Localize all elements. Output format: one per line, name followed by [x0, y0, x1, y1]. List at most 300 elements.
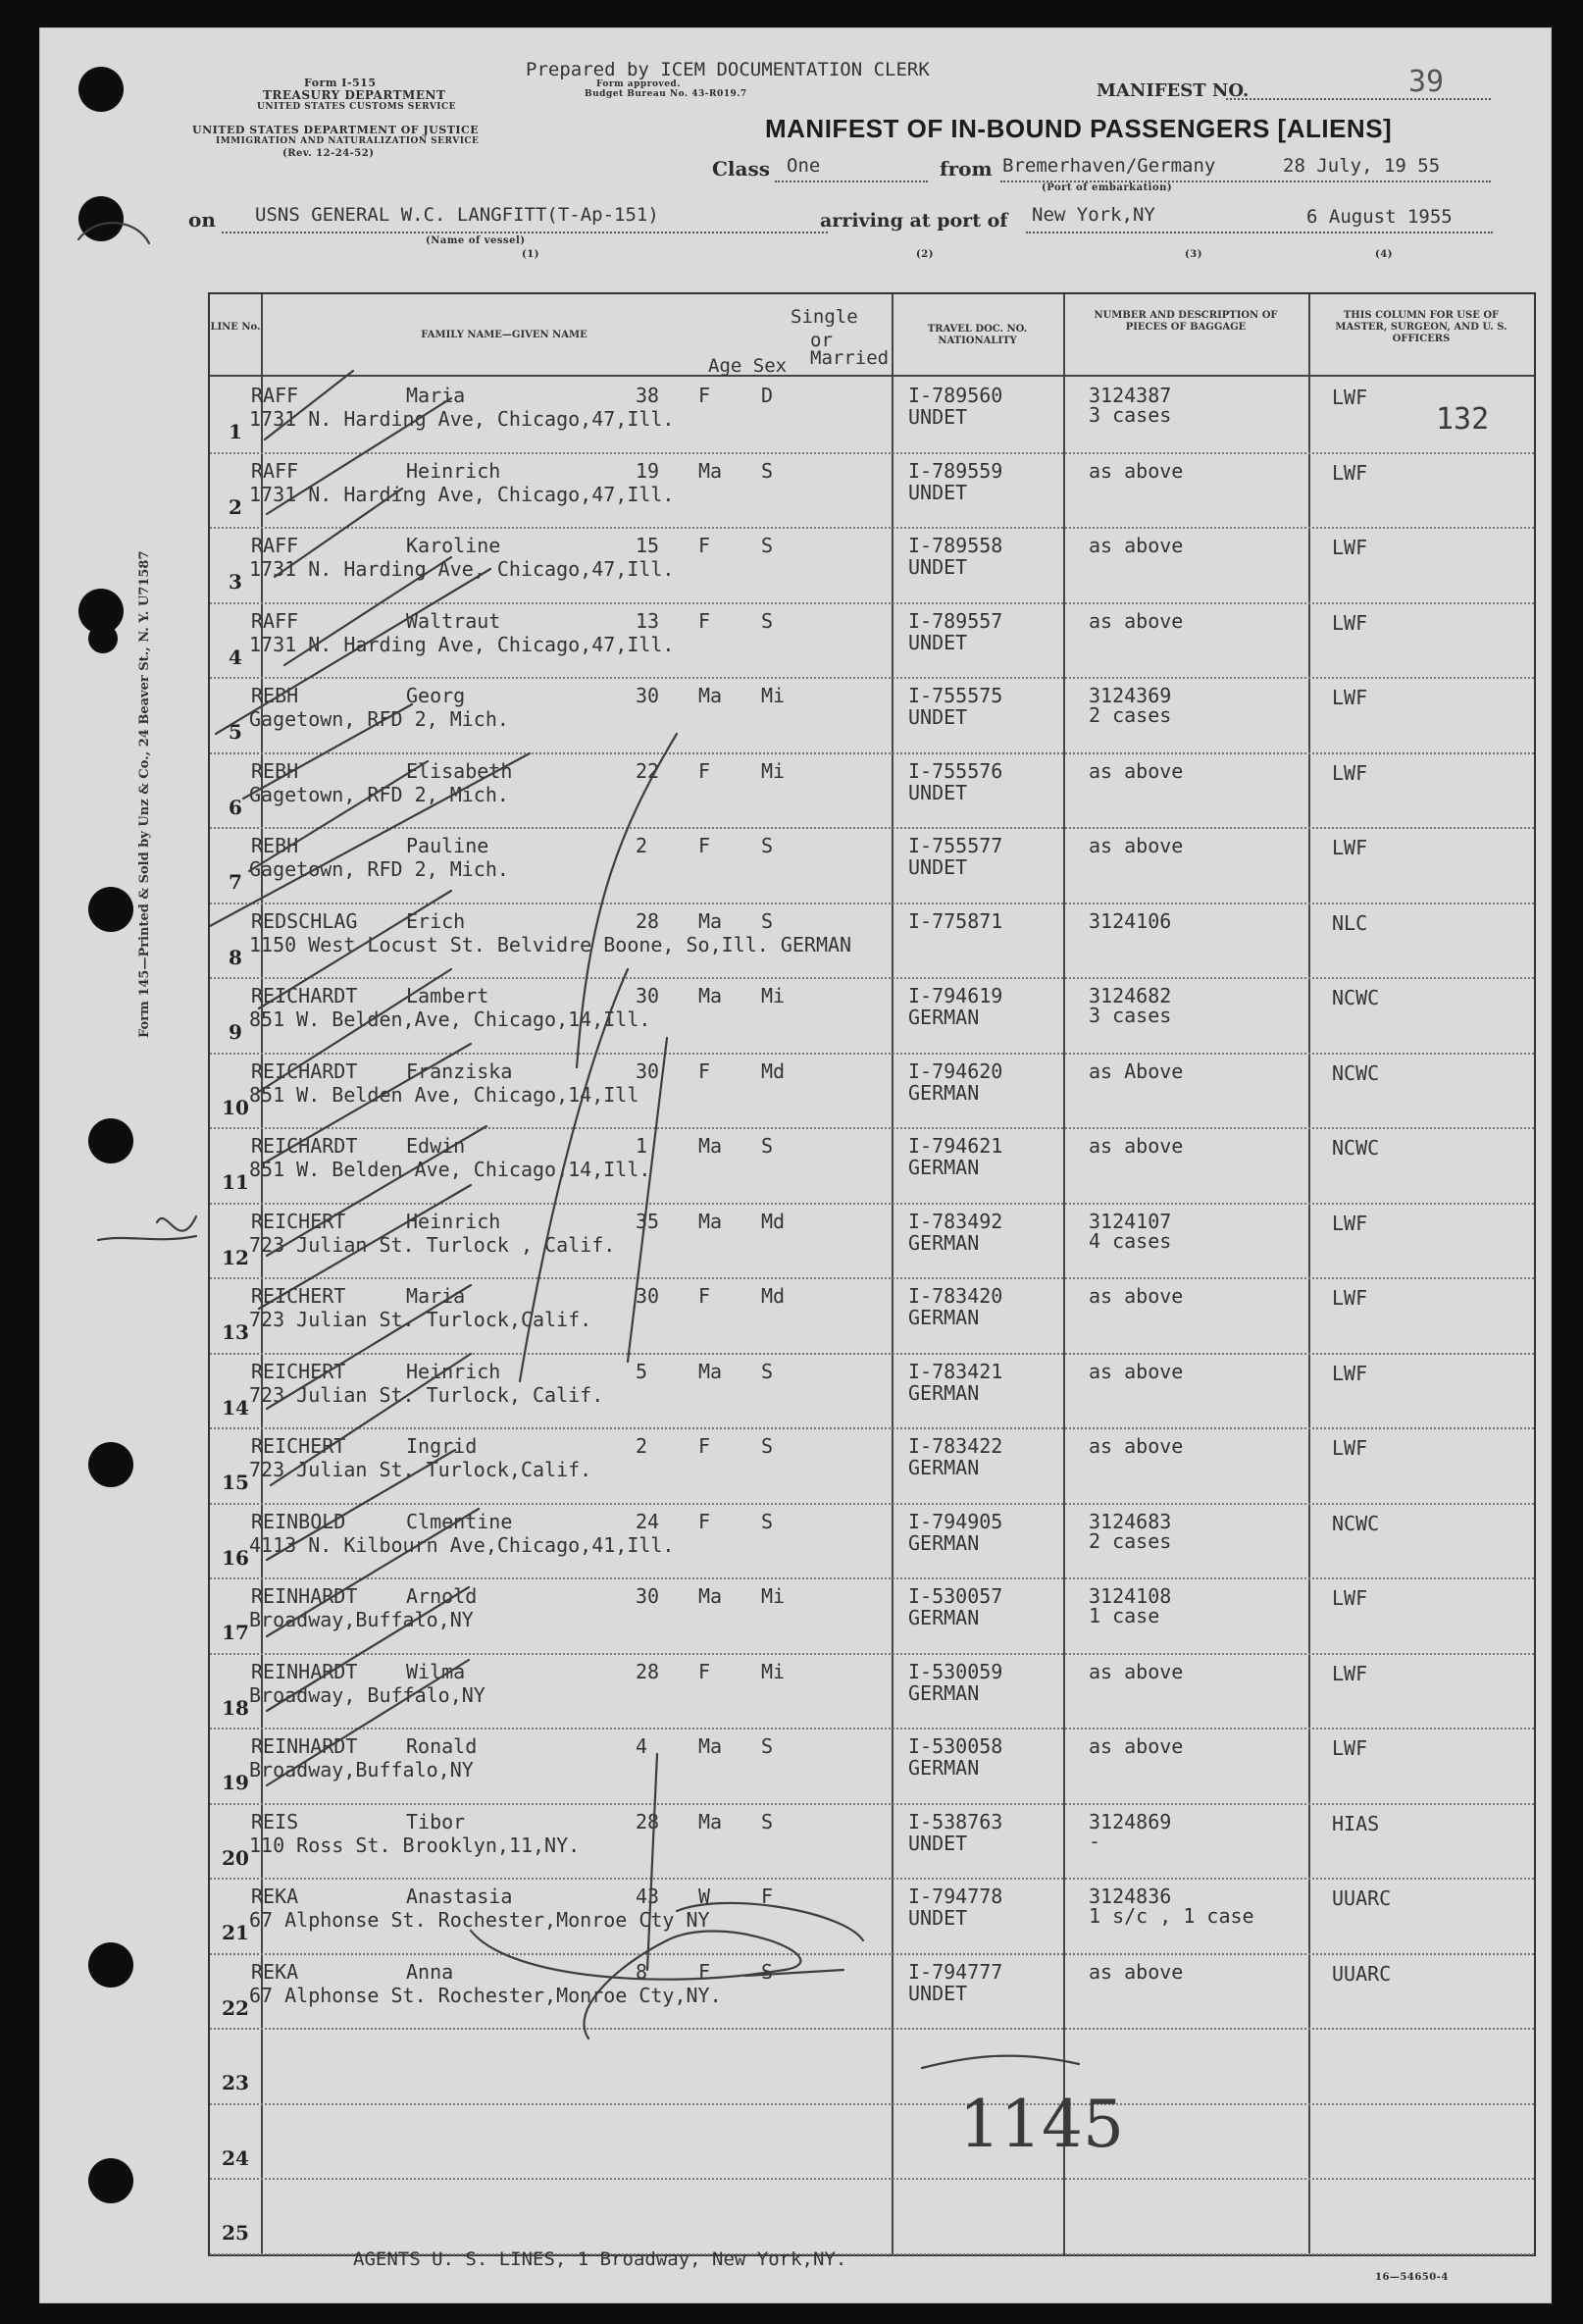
- sex: Ma: [698, 984, 723, 1007]
- officer-code: LWF: [1332, 610, 1368, 635]
- table-row: [210, 1878, 1534, 1953]
- printer-imprint: Form 145—Printed & Sold by Unz & Co., 24 Beaver St., N. Y. U71587: [137, 550, 152, 1038]
- line-number: 20: [222, 1845, 249, 1870]
- address: 1731 N. Harding Ave, Chicago,47,Ill.: [249, 407, 675, 431]
- officer-code: LWF: [1332, 686, 1368, 709]
- binder-hole: [88, 624, 118, 653]
- header-married: Married: [810, 347, 890, 369]
- given-name: Heinrich: [406, 1209, 501, 1233]
- family-name: REIS: [251, 1809, 299, 1833]
- baggage: as above: [1089, 534, 1184, 557]
- sex: F: [698, 608, 711, 633]
- table-row: [210, 452, 1534, 528]
- given-name: Anna: [406, 1959, 454, 1984]
- table-row: [210, 2103, 1534, 2179]
- sex: Ma: [698, 1584, 723, 1608]
- binder-hole: [78, 196, 124, 241]
- address: 723 Julian St. Turlock,Calif.: [249, 1458, 592, 1481]
- given-name: Maria: [406, 1284, 466, 1308]
- arrival-date: 6 August 1955: [1306, 206, 1453, 228]
- travel-doc-no: I-755577: [908, 834, 1003, 857]
- nationality: UNDET: [908, 630, 968, 654]
- baggage: 3124836: [1089, 1885, 1172, 1908]
- line-number: 15: [222, 1471, 249, 1494]
- nationality: UNDET: [908, 1981, 968, 2005]
- table-row: [210, 1653, 1534, 1729]
- given-name: Elisabeth: [406, 758, 513, 783]
- age: 30: [636, 1584, 660, 1608]
- age: 38: [636, 384, 660, 407]
- table-row: [210, 677, 1534, 752]
- table-row: [210, 827, 1534, 903]
- sex: Ma: [698, 1359, 723, 1383]
- marital-status: Mi: [761, 1659, 786, 1683]
- table-row: [210, 602, 1534, 678]
- given-name: Anastasia: [406, 1885, 513, 1908]
- margin-mark: [157, 1216, 196, 1231]
- baggage: 3124682: [1089, 984, 1172, 1007]
- marital-status: S: [761, 1134, 774, 1158]
- marital-status: S: [761, 1734, 774, 1758]
- sex: F: [698, 1059, 711, 1083]
- given-name: Heinrich: [406, 1359, 501, 1383]
- officer-code: LWF: [1332, 760, 1368, 785]
- col-ref-1: (1): [522, 249, 539, 260]
- address: 4113 N. Kilbourn Ave,Chicago,41,Ill.: [249, 1532, 675, 1557]
- officer-code: LWF: [1332, 1436, 1368, 1460]
- family-name: REICHARDT: [251, 1134, 358, 1158]
- address: 723 Julian St. Turlock, Calif.: [249, 1382, 604, 1407]
- baggage: 3124869: [1089, 1809, 1172, 1833]
- header-single: Single: [791, 306, 858, 328]
- marital-status: Mi: [761, 684, 786, 707]
- nationality: GERMAN: [908, 1080, 980, 1105]
- travel-doc-no: I-775871: [908, 908, 1003, 933]
- nationality: GERMAN: [908, 1456, 980, 1479]
- line-number: 13: [222, 1320, 249, 1344]
- baggage: as above: [1089, 1959, 1184, 1984]
- from-label: from: [940, 157, 993, 181]
- officer-code: UUARC: [1332, 1961, 1392, 1986]
- age: 28: [636, 1809, 660, 1833]
- col-ref-4: (4): [1375, 249, 1393, 260]
- family-name: REINBOLD: [251, 1509, 346, 1533]
- line-number: 2: [229, 494, 242, 519]
- table-row: [210, 1203, 1534, 1278]
- family-name: REKA: [251, 1885, 299, 1908]
- line-number: 23: [222, 2071, 249, 2094]
- department-of-justice: UNITED STATES DEPARTMENT OF JUSTICE: [192, 124, 480, 136]
- travel-doc-no: I-755576: [908, 758, 1003, 783]
- line-number: 11: [222, 1170, 249, 1194]
- given-name: Lambert: [406, 984, 489, 1007]
- line-number: 14: [222, 1395, 249, 1420]
- given-name: Wilma: [406, 1659, 466, 1683]
- marital-status: Mi: [761, 1584, 786, 1608]
- age: 30: [636, 684, 660, 707]
- form-number: Form I-515: [304, 77, 377, 89]
- marital-status: Mi: [761, 758, 786, 783]
- given-name: Pauline: [406, 834, 489, 857]
- vessel-caption: (Name of vessel): [426, 235, 526, 246]
- baggage-detail: 4 cases: [1089, 1228, 1172, 1253]
- header-family-name: FAMILY NAME—GIVEN NAME: [421, 330, 587, 340]
- sex: F: [698, 1434, 711, 1458]
- baggage: as above: [1089, 834, 1184, 857]
- class-label: Class: [712, 157, 770, 181]
- baggage-detail: 2 cases: [1089, 1528, 1172, 1553]
- given-name: Arnold: [406, 1584, 478, 1608]
- officer-code: NCWC: [1332, 1136, 1380, 1160]
- marital-status: S: [761, 908, 774, 933]
- line-number: 18: [222, 1695, 249, 1720]
- nationality: UNDET: [908, 480, 968, 504]
- baggage: 3124369: [1089, 684, 1172, 707]
- table-row: [210, 752, 1534, 828]
- officer-code: LWF: [1332, 836, 1368, 859]
- arrival-port: New York,NY: [1032, 204, 1155, 226]
- given-name: Ingrid: [406, 1434, 478, 1458]
- travel-doc-no: I-789558: [908, 534, 1003, 557]
- table-row: [210, 377, 1534, 452]
- nationality: GERMAN: [908, 1606, 980, 1629]
- age: 15: [636, 534, 660, 557]
- binder-hole: [88, 1942, 133, 1988]
- sex: F: [698, 834, 711, 857]
- nationality: GERMAN: [908, 1680, 980, 1705]
- travel-doc-no: I-794778: [908, 1885, 1003, 1908]
- table-row: [210, 1803, 1534, 1879]
- family-name: REINHARDT: [251, 1734, 358, 1758]
- line-number: 10: [222, 1095, 249, 1119]
- officer-code: LWF: [1332, 1661, 1368, 1685]
- officer-code: LWF: [1332, 1211, 1368, 1235]
- marital-status: S: [761, 534, 774, 557]
- baggage: 3124387: [1089, 384, 1172, 407]
- travel-doc-no: I-783492: [908, 1209, 1003, 1233]
- table-row: [210, 1127, 1534, 1203]
- sex: Ma: [698, 908, 723, 933]
- baggage: as above: [1089, 458, 1184, 483]
- table-row: [210, 1503, 1534, 1578]
- age: 4: [636, 1734, 648, 1758]
- nationality: UNDET: [908, 1831, 968, 1855]
- family-name: REICHARDT: [251, 1059, 358, 1083]
- sex: F: [698, 1509, 711, 1533]
- line-number: 19: [222, 1771, 249, 1794]
- marital-status: S: [761, 608, 774, 633]
- binder-hole: [88, 1442, 133, 1487]
- officer-code: LWF: [1332, 1586, 1368, 1610]
- nationality: UNDET: [908, 780, 968, 804]
- prepared-by: Prepared by ICEM DOCUMENTATION CLERK: [526, 59, 930, 80]
- ins-label: IMMIGRATION AND NATURALIZATION SERVICE: [216, 136, 480, 146]
- sex: F: [698, 384, 711, 407]
- departure-date: 28 July, 19 55: [1283, 155, 1441, 177]
- travel-doc-no: I-530058: [908, 1734, 1003, 1758]
- baggage-detail: 3 cases: [1089, 403, 1172, 427]
- age: 2: [636, 1434, 648, 1458]
- form-approved: Form approved.: [596, 79, 681, 89]
- sex: F: [698, 1659, 711, 1683]
- line-number: 7: [229, 870, 242, 894]
- baggage: as Above: [1089, 1059, 1184, 1083]
- given-name: Ronald: [406, 1734, 478, 1758]
- line-number: 16: [222, 1545, 249, 1570]
- family-name: REINHARDT: [251, 1659, 358, 1683]
- manifest-page: [39, 27, 1552, 2303]
- travel-doc-no: I-530057: [908, 1584, 1003, 1608]
- baggage: as above: [1089, 1434, 1184, 1458]
- header-travel-doc: TRAVEL DOC. NO. NATIONALITY: [927, 324, 1028, 346]
- address: 723 Julian St. Turlock , Calif.: [249, 1232, 616, 1257]
- address: Broadway, Buffalo,NY: [249, 1682, 485, 1707]
- family-name: REDSCHLAG: [251, 908, 358, 933]
- travel-doc-no: I-789560: [908, 384, 1003, 407]
- marital-status: S: [761, 458, 774, 483]
- nationality: GERMAN: [908, 1156, 980, 1179]
- on-label: on: [188, 208, 216, 232]
- family-name: RAFF: [251, 384, 299, 407]
- manifest-no-line: [1226, 98, 1491, 100]
- address: 1731 N. Harding Ave, Chicago,47,Ill.: [249, 557, 675, 581]
- given-name: Georg: [406, 684, 466, 707]
- officer-code: NCWC: [1332, 986, 1380, 1009]
- travel-doc-no: I-538763: [908, 1809, 1003, 1833]
- sex: Ma: [698, 1734, 723, 1758]
- nationality: GERMAN: [908, 1230, 980, 1255]
- sex: F: [698, 1959, 711, 1984]
- margin-mark: [98, 1236, 196, 1240]
- line-number: 24: [222, 2145, 249, 2170]
- baggage: 3124108: [1089, 1584, 1172, 1608]
- table-row: [210, 527, 1534, 602]
- baggage: 3124683: [1089, 1509, 1172, 1533]
- marital-status: F: [761, 1885, 774, 1908]
- age: 30: [636, 984, 660, 1007]
- officer-code: HIAS: [1332, 1811, 1380, 1835]
- family-name: REKA: [251, 1959, 299, 1984]
- family-name: REICHERT: [251, 1209, 346, 1233]
- age: 24: [636, 1509, 660, 1533]
- manifest-number: 39: [1408, 65, 1445, 99]
- address: 1150 West Locust St. Belvidre Boone, So,Ill. GERMAN: [249, 932, 852, 956]
- baggage-detail: -: [1089, 1829, 1101, 1853]
- line-number: 17: [222, 1621, 249, 1644]
- agents-footer: AGENTS U. S. LINES, 1 Broadway, New York,NY.: [353, 2248, 847, 2270]
- age: 28: [636, 1659, 660, 1683]
- table-row: [210, 1577, 1534, 1653]
- baggage-detail: 1 s/c , 1 case: [1089, 1904, 1254, 1928]
- marital-status: S: [761, 1434, 774, 1458]
- treasury-department: TREASURY DEPARTMENT: [263, 88, 446, 102]
- officer-code: LWF: [1332, 1286, 1368, 1310]
- address: Broadway,Buffalo,NY: [249, 1758, 474, 1782]
- officer-code: LWF: [1332, 386, 1368, 409]
- customs-service: UNITED STATES CUSTOMS SERVICE: [257, 102, 457, 112]
- baggage: as above: [1089, 758, 1184, 783]
- travel-doc-no: I-794621: [908, 1134, 1003, 1158]
- family-name: RAFF: [251, 534, 299, 557]
- family-name: REICHARDT: [251, 984, 358, 1007]
- travel-doc-no: I-755575: [908, 684, 1003, 707]
- nationality: GERMAN: [908, 1380, 980, 1405]
- table-row: [210, 903, 1534, 978]
- travel-doc-no: I-794777: [908, 1959, 1003, 1984]
- travel-doc-no: I-794620: [908, 1059, 1003, 1083]
- sex: W: [698, 1885, 711, 1908]
- officer-code: LWF: [1332, 460, 1368, 485]
- col-ref-3: (3): [1185, 249, 1202, 260]
- marital-status: S: [761, 1509, 774, 1533]
- baggage: as above: [1089, 1134, 1184, 1158]
- given-name: Erich: [406, 908, 466, 933]
- travel-doc-no: I-794905: [908, 1509, 1003, 1533]
- family-name: REBH: [251, 684, 299, 707]
- table-row: [210, 2178, 1534, 2253]
- nationality: GERMAN: [908, 1306, 980, 1329]
- line-number: 25: [222, 2221, 249, 2245]
- family-name: REBH: [251, 758, 299, 783]
- address: Broadway,Buffalo,NY: [249, 1608, 474, 1631]
- revision-date: (Rev. 12-24-52): [282, 148, 375, 159]
- age: 43: [636, 1885, 660, 1908]
- family-name: REICHERT: [251, 1284, 346, 1308]
- officer-code: LWF: [1332, 1361, 1368, 1385]
- travel-doc-no: I-789557: [908, 608, 1003, 633]
- age: 1: [636, 1134, 648, 1158]
- address: Gagetown, RFD 2, Mich.: [249, 782, 509, 806]
- handwritten-time: 1145: [959, 2087, 1124, 2162]
- marital-status: Md: [761, 1284, 786, 1308]
- budget-bureau: Budget Bureau No. 43-R019.7: [585, 89, 747, 99]
- line-number: 6: [229, 795, 242, 819]
- marital-status: D: [761, 384, 774, 407]
- nationality: UNDET: [908, 1906, 968, 1930]
- line-number: 5: [229, 720, 242, 744]
- sex: Ma: [698, 1134, 723, 1158]
- given-name: Heinrich: [406, 458, 501, 483]
- given-name: Clmentine: [406, 1509, 513, 1533]
- family-name: RAFF: [251, 458, 299, 483]
- arrival-line: [1026, 232, 1493, 233]
- header-age-sex: Age Sex: [708, 355, 788, 377]
- given-name: Edwin: [406, 1134, 466, 1158]
- baggage-detail: 2 cases: [1089, 703, 1172, 727]
- baggage: as above: [1089, 608, 1184, 633]
- baggage-detail: 1 case: [1089, 1604, 1160, 1627]
- family-name: RAFF: [251, 608, 299, 633]
- table-row: [210, 1053, 1534, 1128]
- age: 13: [636, 608, 660, 633]
- baggage: as above: [1089, 1359, 1184, 1383]
- baggage: 3124106: [1089, 908, 1172, 933]
- age: 30: [636, 1284, 660, 1308]
- header-baggage: NUMBER AND DESCRIPTION OF PIECES OF BAGGAGE: [1094, 310, 1278, 333]
- travel-doc-no: I-783422: [908, 1434, 1003, 1458]
- nationality: UNDET: [908, 405, 968, 429]
- nationality: UNDET: [908, 555, 968, 579]
- age: 30: [636, 1059, 660, 1083]
- travel-doc-no: I-783420: [908, 1284, 1003, 1308]
- sex: Ma: [698, 1209, 723, 1233]
- family-name: REINHARDT: [251, 1584, 358, 1608]
- age: 28: [636, 908, 660, 933]
- address: 1731 N. Harding Ave, Chicago,47,Ill.: [249, 482, 675, 506]
- header-line-no: LINE No.: [210, 322, 261, 333]
- travel-doc-no: I-789559: [908, 458, 1003, 483]
- line-number: 1: [229, 420, 242, 443]
- marital-status: Md: [761, 1209, 786, 1233]
- table-row: [210, 1427, 1534, 1503]
- address: 1731 N. Harding Ave, Chicago,47,Ill.: [249, 632, 675, 656]
- sex: Ma: [698, 684, 723, 707]
- given-name: Maria: [406, 384, 466, 407]
- binder-hole: [78, 67, 124, 112]
- officer-code: NLC: [1332, 910, 1368, 935]
- travel-doc-no: I-794619: [908, 984, 1003, 1007]
- line-number: 12: [222, 1245, 249, 1269]
- officer-code: NCWC: [1332, 1060, 1380, 1085]
- sex: Ma: [698, 1809, 723, 1833]
- address: Gagetown, RFD 2, Mich.: [249, 857, 509, 881]
- marital-status: Mi: [761, 984, 786, 1007]
- sex: F: [698, 534, 711, 557]
- family-name: REBH: [251, 834, 299, 857]
- binder-hole: [88, 2158, 133, 2203]
- marital-status: Md: [761, 1059, 786, 1083]
- header-officers: THIS COLUMN FOR USE OF MASTER, SURGEON, AND U. S. OFFICERS: [1335, 310, 1507, 344]
- age: 35: [636, 1209, 660, 1233]
- age: 19: [636, 458, 660, 483]
- given-name: Franziska: [406, 1059, 513, 1083]
- nationality: UNDET: [908, 705, 968, 729]
- address: 67 Alphonse St. Rochester,Monroe Cty,NY.: [249, 1983, 722, 2007]
- address: 110 Ross St. Brooklyn,11,NY.: [249, 1833, 581, 1857]
- address: 851 W. Belden Ave, Chicago,14,Ill: [249, 1082, 639, 1107]
- address: 723 Julian St. Turlock,Calif.: [249, 1308, 592, 1331]
- age: 22: [636, 758, 660, 783]
- baggage-detail: 3 cases: [1089, 1004, 1172, 1027]
- table-row: [210, 1277, 1534, 1353]
- marital-status: S: [761, 1359, 774, 1383]
- binder-hole: [88, 887, 133, 932]
- officer-code: LWF: [1332, 1736, 1368, 1760]
- baggage: as above: [1089, 1734, 1184, 1758]
- manifest-no-label: MANIFEST NO.: [1097, 80, 1250, 101]
- nationality: GERMAN: [908, 1006, 980, 1029]
- sex: F: [698, 758, 711, 783]
- class-line: [775, 181, 928, 182]
- sex: Ma: [698, 458, 723, 483]
- family-name: REICHERT: [251, 1434, 346, 1458]
- travel-doc-no: I-530059: [908, 1659, 1003, 1683]
- line-number: 21: [222, 1921, 249, 1944]
- age: 2: [636, 834, 648, 857]
- marital-status: S: [761, 834, 774, 857]
- vessel-line: [222, 232, 828, 233]
- marital-status: S: [761, 1809, 774, 1833]
- page-stamp: 132: [1436, 402, 1490, 437]
- given-name: Karoline: [406, 534, 501, 557]
- officer-code: LWF: [1332, 536, 1368, 559]
- baggage: 3124107: [1089, 1209, 1172, 1233]
- table-row: [210, 1953, 1534, 2029]
- age: 8: [636, 1959, 648, 1984]
- officer-code: UUARC: [1332, 1886, 1392, 1910]
- address: 67 Alphonse St. Rochester,Monroe Cty NY: [249, 1908, 710, 1932]
- line-number: 3: [229, 570, 242, 594]
